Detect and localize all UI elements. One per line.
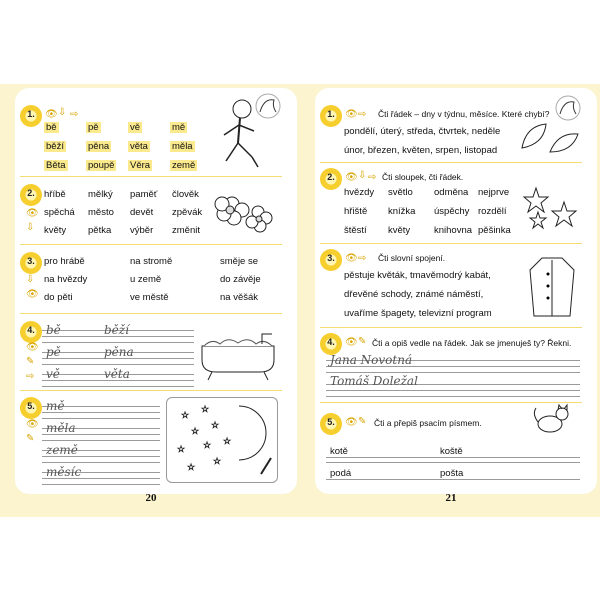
handwriting-sample: věta [104,367,130,381]
instruction-text: Čti sloupek, čti řádek. [382,172,464,182]
word-to-rewrite: podá [330,468,352,479]
section-divider [320,243,582,244]
instruction-text: Čti a přepiš psacím písmem. [374,418,482,428]
coat-illustration [524,252,580,322]
pencil-icon: ✎ [26,433,35,444]
word-cell: na stromě [130,256,173,267]
svg-text:☆: ☆ [191,426,200,436]
horse-head-icon [250,92,286,120]
instruction-text: Čti slovní spojení. [378,253,446,263]
eye-icon: 👁 [345,172,358,183]
word-cell: věta [130,141,148,152]
handwriting-sample: Jana Novotná [330,353,413,367]
arrow-right-icon: ⇨ [368,172,377,183]
word-cell: květy [44,225,67,236]
eye-icon: 👁 [26,419,39,430]
exercise-badge: 2. [20,184,42,206]
word-cell: do závěje [220,274,261,285]
word-cell: pě [88,122,99,133]
arrow-down-icon: ⇩ [26,222,35,233]
section-divider [20,390,282,391]
handwriting-sample: měsíc [46,465,82,479]
flowers-illustration [212,190,278,238]
word-cell: pěšinka [478,225,511,236]
text-line: únor, březen, květen, srpen, listopad [344,145,498,156]
word-cell: knížka [388,206,416,217]
word-to-rewrite: kotě [330,446,348,457]
instruction-text: Čti a opiš vedle na řádek. Jak se jmenuješ ty? Řekni. [372,338,572,348]
exercise-badge: 5. [320,413,342,435]
svg-text:☆: ☆ [213,456,222,466]
eye-icon: 👁 [345,109,358,120]
exercise-badge: 2. [320,168,342,190]
word-cell: pěna [88,141,110,152]
arrow-down-icon: ⇩ [26,274,35,285]
word-cell: odměna [434,187,469,198]
arrow-right-icon: ⇨ [26,371,35,382]
text-line: dřevěné schody, známé náměstí, [344,289,484,300]
text-line: pěstuje květák, tmavěmodrý kabát, [344,270,491,281]
section-divider [20,313,282,314]
handwriting-sample: bě [46,323,61,337]
word-cell: běží [46,141,64,152]
word-cell: květy [388,225,411,236]
exercise-badge: 5. [20,397,42,419]
exercise-badge: 3. [20,252,42,274]
text-line: uvaříme špagety, televizní program [344,308,492,319]
svg-text:☆: ☆ [187,462,196,472]
word-cell: světlo [388,187,413,198]
word-cell: země [172,160,196,171]
word-cell: ve městě [130,292,169,303]
exercise-badge: 1. [320,105,342,127]
kitten-illustration [530,402,574,436]
section-divider [20,244,282,245]
word-cell: paměť [130,189,158,200]
word-cell: štěstí [344,225,367,236]
stars-illustration [522,186,582,236]
word-cell: Běta [46,160,66,171]
page-number-left: 20 [145,492,157,504]
word-cell: hvězdy [344,187,375,198]
word-cell: knihovna [434,225,473,236]
svg-text:☆: ☆ [181,410,190,420]
svg-text:☆: ☆ [201,404,210,414]
horse-head-icon [550,94,586,122]
leaves-illustration [516,118,582,160]
word-to-rewrite: pošta [440,468,464,479]
handwriting-sample: země [46,443,78,457]
eye-icon: 👁 [26,342,39,353]
handwriting-sample: běží [104,323,129,337]
section-divider [20,176,282,177]
word-cell: u země [130,274,162,285]
pencil-icon: ✎ [358,416,367,427]
writing-lines [42,330,194,392]
word-cell: nejprve [478,187,510,198]
eye-icon: 👁 [26,289,39,300]
arrow-down-icon: ⇩ [358,170,367,181]
word-cell: mě [172,122,186,133]
exercise-badge: 4. [20,321,42,343]
svg-text:☆: ☆ [203,440,212,450]
word-cell: město [88,207,114,218]
eye-icon: 👁 [26,208,39,219]
word-cell: měla [172,141,193,152]
arrow-right-icon: ⇨ [70,109,79,120]
word-cell: vě [130,122,141,133]
section-divider [320,327,582,328]
word-cell: spěchá [44,207,75,218]
word-cell: zpěvák [172,207,203,218]
word-cell: hříbě [44,189,66,200]
svg-text:☆: ☆ [223,436,232,446]
eye-icon: 👁 [345,253,358,264]
word-cell: na hvězdy [44,274,88,285]
word-cell: bě [46,122,57,133]
word-cell: mělký [88,189,113,200]
word-cell: rozdělí [478,206,507,217]
word-cell: pětka [88,225,112,236]
pencil-icon: ✎ [26,356,35,367]
word-cell: Věra [130,160,151,171]
exercise-badge: 3. [320,249,342,271]
exercise-badge: 4. [320,333,342,355]
word-cell: změnit [172,225,200,236]
word-cell: hřiště [344,206,368,217]
arrow-right-icon: ⇨ [358,109,367,120]
eye-icon: 👁 [45,109,58,120]
handwriting-sample: pěna [104,345,134,359]
svg-text:☆: ☆ [211,420,220,430]
writing-lines [326,457,580,484]
word-to-rewrite: koště [440,446,463,457]
word-cell: do pěti [44,292,73,303]
word-cell: člověk [172,189,199,200]
pencil-icon: ✎ [358,336,367,347]
eye-icon: 👁 [345,417,358,428]
section-divider [320,162,582,163]
word-cell: pro hrábě [44,256,85,267]
word-cell: poupě [88,160,115,171]
arrow-right-icon: ⇨ [358,253,367,264]
handwriting-sample: měla [46,421,76,435]
arrow-down-icon: ⇩ [58,107,67,118]
instruction-text: Čti řádek – dny v týdnu, měsíce. Které chybí? [378,109,550,119]
eye-icon: 👁 [345,337,358,348]
handwriting-sample: mě [46,399,65,413]
text-line: pondělí, úterý, středa, čtvrtek, neděle [344,126,501,137]
word-cell: výběr [130,225,154,236]
handwriting-sample: Tomáš Doležal [330,374,418,388]
bathtub-illustration [198,330,280,382]
word-cell: devět [130,207,154,218]
handwriting-sample: vě [46,367,60,381]
night-sky-picture [166,397,278,483]
word-cell: úspěchy [434,206,470,217]
page-number-right: 21 [445,492,457,504]
exercise-badge: 1. [20,105,42,127]
word-cell: na věšák [220,292,259,303]
svg-text:☆: ☆ [177,444,186,454]
word-cell: směje se [220,256,259,267]
handwriting-sample: pě [46,345,61,359]
